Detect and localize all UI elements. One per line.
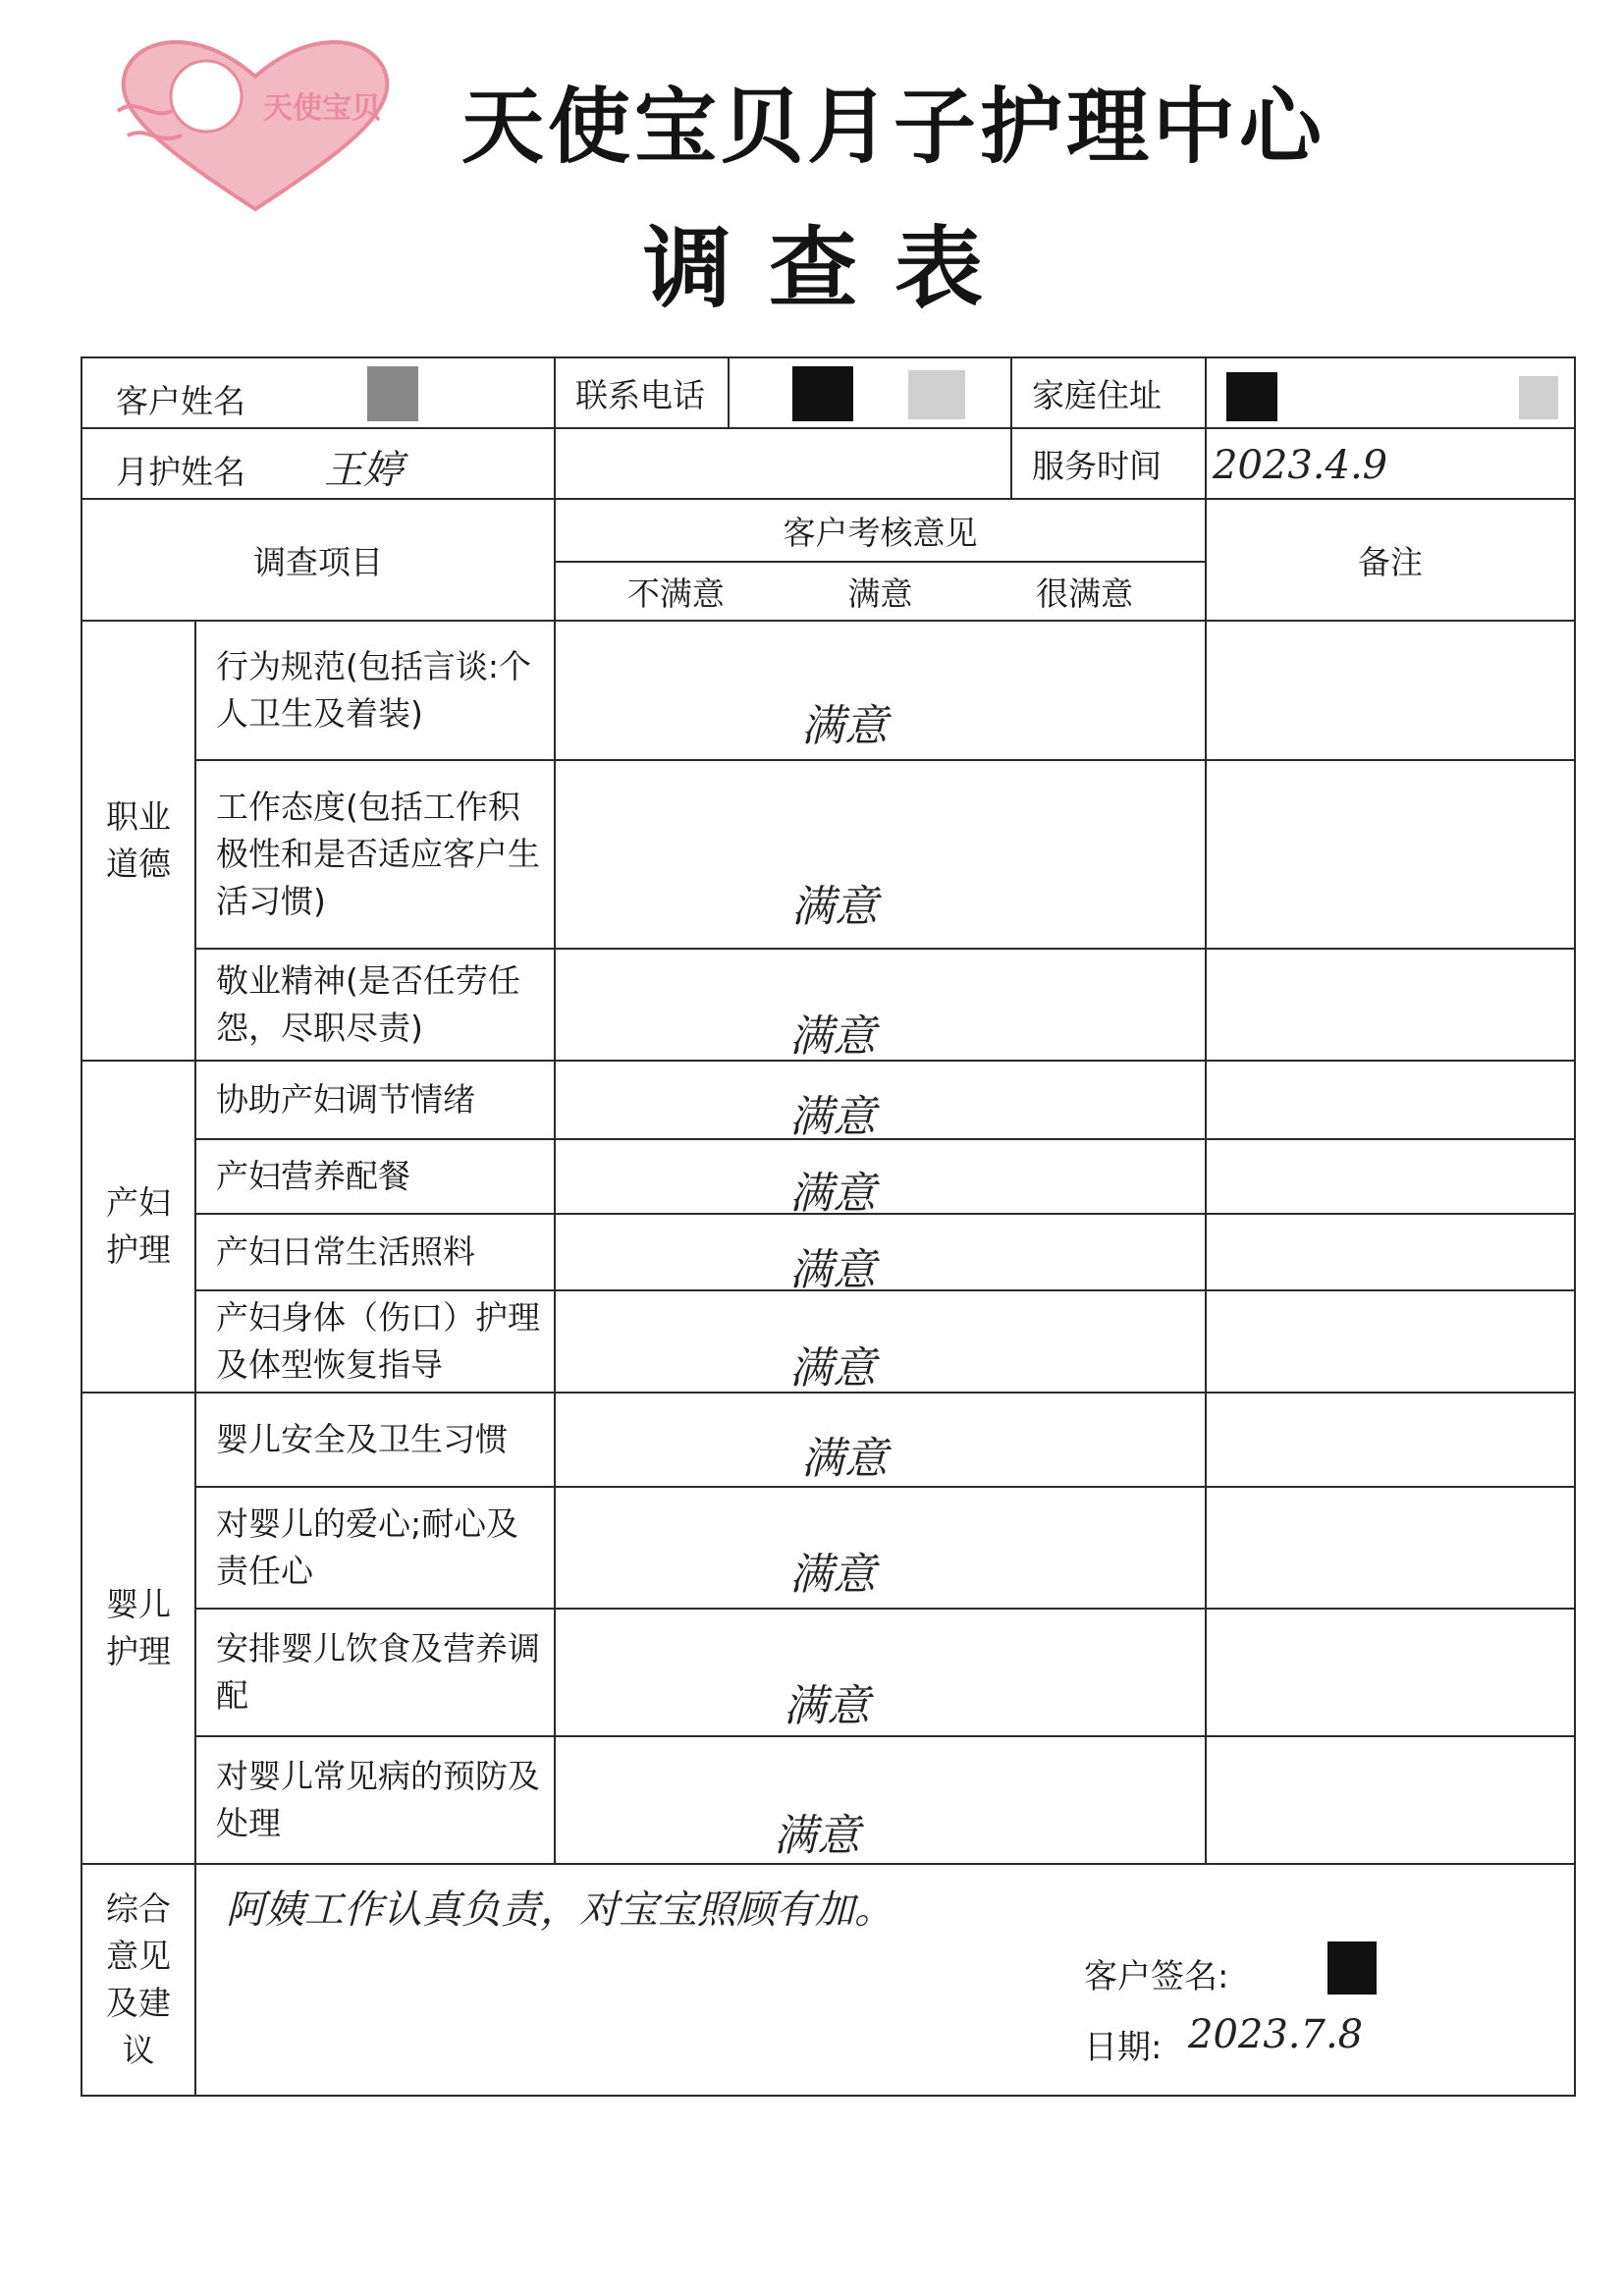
answer-cell: 满意 <box>555 1139 1206 1214</box>
item-label: 敬业精神(是否任劳任怨，尽职尽责) <box>195 949 555 1061</box>
address-redaction <box>1226 372 1277 421</box>
answer-cell: 满意 <box>555 1061 1206 1139</box>
empty-cell <box>555 428 1011 499</box>
category-ethics: 职业道德 <box>81 621 195 1061</box>
option-satisfied: 满意 <box>847 574 913 613</box>
remark-header: 备注 <box>1206 499 1575 621</box>
logo <box>98 27 412 214</box>
remark-cell <box>1206 1609 1575 1736</box>
item-label: 工作态度(包括工作积极性和是否适应客户生活习惯) <box>195 760 555 949</box>
item-label: 婴儿安全及卫生习惯 <box>195 1393 555 1487</box>
remark-cell <box>1206 621 1575 760</box>
item-label: 对婴儿常见病的预防及处理 <box>195 1736 555 1864</box>
summary-label: 综合意见及建议 <box>81 1864 195 2096</box>
answer-cell: 满意 <box>555 1214 1206 1290</box>
item-label: 安排婴儿饮食及营养调配 <box>195 1609 555 1736</box>
remark-cell <box>1206 949 1575 1061</box>
item-label: 行为规范(包括言谈:个人卫生及着装) <box>195 621 555 760</box>
address-label: 家庭住址 <box>1011 357 1206 428</box>
address-redaction-light <box>1519 376 1558 419</box>
category-mother-care: 产妇护理 <box>81 1061 195 1393</box>
opinion-options <box>555 562 1206 621</box>
category-baby-care: 婴儿护理 <box>81 1393 195 1864</box>
option-unsatisfied: 不满意 <box>626 574 725 613</box>
answer-cell: 满意 <box>555 1290 1206 1393</box>
remark-cell <box>1206 760 1575 949</box>
signature-label: 客户签名: <box>1084 1957 1229 1996</box>
answer-cell: 满意 <box>555 1393 1206 1487</box>
summary-comment: 阿姨工作认真负责，对宝宝照顾有加。 <box>226 1887 893 1933</box>
item-label: 产妇身体（伤口）护理及体型恢复指导 <box>195 1290 555 1393</box>
page-subtitle: 调查表 <box>643 217 1020 320</box>
answer-cell: 满意 <box>555 621 1206 760</box>
phone-redaction <box>792 366 853 421</box>
phone-value <box>729 357 1011 428</box>
answer-cell: 满意 <box>555 1736 1206 1864</box>
item-header: 调查项目 <box>81 499 555 621</box>
service-time-value: 2023.4.9 <box>1206 428 1575 499</box>
date-value: 2023.7.8 <box>1188 2012 1364 2057</box>
signature-redaction <box>1327 1941 1377 1995</box>
service-time-label: 服务时间 <box>1011 428 1206 499</box>
customer-name-label: 客户姓名 <box>81 357 555 428</box>
item-label: 对婴儿的爱心;耐心及责任心 <box>195 1487 555 1609</box>
nurse-name-value: 王婷 <box>324 448 403 493</box>
summary-cell <box>195 1864 1575 2096</box>
item-label: 产妇日常生活照料 <box>195 1214 555 1290</box>
remark-cell <box>1206 1290 1575 1393</box>
logo-angel-icon <box>171 61 242 132</box>
opinion-header: 客户考核意见 <box>555 499 1206 562</box>
survey-table <box>81 356 1576 2097</box>
address-value <box>1206 357 1575 428</box>
remark-cell <box>1206 1214 1575 1290</box>
answer-cell: 满意 <box>555 949 1206 1061</box>
nurse-name-label: 月护姓名 王婷 <box>81 428 555 499</box>
remark-cell <box>1206 1736 1575 1864</box>
phone-redaction-light <box>908 370 965 419</box>
answer-cell: 满意 <box>555 760 1206 949</box>
remark-cell <box>1206 1139 1575 1214</box>
date-label: 日期: <box>1084 2028 1163 2067</box>
answer-cell: 满意 <box>555 1609 1206 1736</box>
remark-cell <box>1206 1393 1575 1487</box>
customer-name-redaction <box>367 366 418 421</box>
logo-text: 天使宝贝 <box>263 91 381 126</box>
item-label: 协助产妇调节情绪 <box>195 1061 555 1139</box>
remark-cell <box>1206 1061 1575 1139</box>
remark-cell <box>1206 1487 1575 1609</box>
phone-label: 联系电话 <box>555 357 729 428</box>
answer-cell: 满意 <box>555 1487 1206 1609</box>
option-very-satisfied: 很满意 <box>1036 574 1134 613</box>
item-label: 产妇营养配餐 <box>195 1139 555 1214</box>
page-title: 天使宝贝月子护理中心 <box>461 79 1326 175</box>
